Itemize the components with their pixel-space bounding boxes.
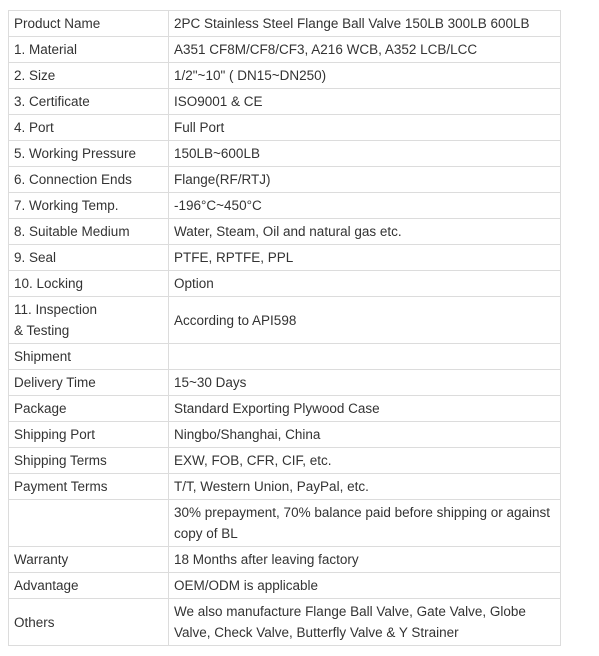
table-row <box>9 370 561 396</box>
spec-key-cell: 4. Port <box>9 115 169 141</box>
spec-key-cell: Advantage <box>9 573 169 599</box>
spec-value-cell: We also manufacture Flange Ball Valve, Gate Valve, Globe Valve, Check Valve, Butterfly Valve & Y Strainer <box>169 599 561 646</box>
spec-key-cell: 7. Working Temp. <box>9 193 169 219</box>
table-row <box>9 344 561 370</box>
spec-key-cell: 2. Size <box>9 63 169 89</box>
spec-value-cell: A351 CF8M/CF8/CF3, A216 WCB, A352 LCB/LCC <box>169 37 561 63</box>
spec-key-cell: 10. Locking <box>9 271 169 297</box>
table-row <box>9 547 561 573</box>
table-row <box>9 245 561 271</box>
table-row <box>9 422 561 448</box>
spec-value-cell: 1/2"~10" ( DN15~DN250) <box>169 63 561 89</box>
table-row <box>9 167 561 193</box>
spec-key-cell: 11. Inspection & Testing <box>9 297 169 344</box>
spec-key-cell: Package <box>9 396 169 422</box>
spec-value-cell: According to API598 <box>169 297 561 344</box>
spec-value-cell: PTFE, RPTFE, PPL <box>169 245 561 271</box>
spec-key-cell: 9. Seal <box>9 245 169 271</box>
table-row <box>9 193 561 219</box>
table-row <box>9 500 561 547</box>
spec-key-cell: Shipping Port <box>9 422 169 448</box>
spec-value-cell: T/T, Western Union, PayPal, etc. <box>169 474 561 500</box>
spec-value-cell: 150LB~600LB <box>169 141 561 167</box>
spec-key-cell: 6. Connection Ends <box>9 167 169 193</box>
spec-key-cell: Warranty <box>9 547 169 573</box>
table-row <box>9 11 561 37</box>
table-row <box>9 219 561 245</box>
table-row <box>9 599 561 646</box>
table-row <box>9 115 561 141</box>
table-row <box>9 396 561 422</box>
spec-key-cell: 3. Certificate <box>9 89 169 115</box>
spec-table-body <box>9 11 561 646</box>
table-row <box>9 141 561 167</box>
spec-value-cell <box>169 344 561 370</box>
spec-key-cell: 8. Suitable Medium <box>9 219 169 245</box>
spec-key-cell: Shipment <box>9 344 169 370</box>
spec-value-cell: Water, Steam, Oil and natural gas etc. <box>169 219 561 245</box>
spec-key-cell: 5. Working Pressure <box>9 141 169 167</box>
table-row <box>9 37 561 63</box>
spec-value-cell: Standard Exporting Plywood Case <box>169 396 561 422</box>
spec-key-cell: Product Name <box>9 11 169 37</box>
spec-key-cell: Payment Terms <box>9 474 169 500</box>
table-row <box>9 271 561 297</box>
table-row <box>9 63 561 89</box>
spec-value-cell: 30% prepayment, 70% balance paid before shipping or against copy of BL <box>169 500 561 547</box>
table-row <box>9 89 561 115</box>
spec-value-cell: Flange(RF/RTJ) <box>169 167 561 193</box>
spec-value-cell: ISO9001 & CE <box>169 89 561 115</box>
spec-value-cell: EXW, FOB, CFR, CIF, etc. <box>169 448 561 474</box>
table-row <box>9 297 561 344</box>
spec-key-cell: Shipping Terms <box>9 448 169 474</box>
table-row <box>9 448 561 474</box>
spec-key-cell: 1. Material <box>9 37 169 63</box>
spec-value-cell: -196°C~450°C <box>169 193 561 219</box>
spec-key-cell: Others <box>9 599 169 646</box>
spec-value-cell: 15~30 Days <box>169 370 561 396</box>
spec-key-cell <box>9 500 169 547</box>
spec-value-cell: OEM/ODM is applicable <box>169 573 561 599</box>
spec-key-cell: Delivery Time <box>9 370 169 396</box>
product-spec-table <box>8 10 561 646</box>
table-row <box>9 474 561 500</box>
table-row <box>9 573 561 599</box>
spec-value-cell: 18 Months after leaving factory <box>169 547 561 573</box>
spec-value-cell: Full Port <box>169 115 561 141</box>
spec-value-cell: Ningbo/Shanghai, China <box>169 422 561 448</box>
spec-value-cell: Option <box>169 271 561 297</box>
spec-value-cell: 2PC Stainless Steel Flange Ball Valve 150LB 300LB 600LB <box>169 11 561 37</box>
